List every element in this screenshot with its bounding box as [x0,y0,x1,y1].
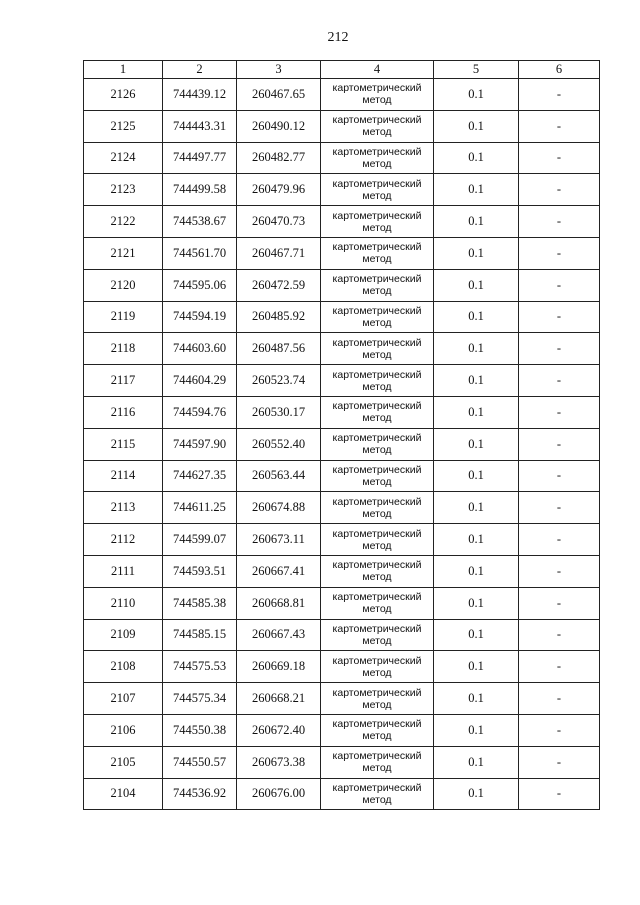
y-coordinate-cell: 260674.88 [237,492,321,524]
point-id-cell: 2115 [84,428,163,460]
point-id-cell: 2107 [84,683,163,715]
table-row [84,174,600,206]
point-id-cell: 2112 [84,524,163,556]
note-cell: - [519,746,600,778]
method-line-2: метод [362,157,392,170]
accuracy-cell: 0.1 [434,110,519,142]
point-id-cell: 2111 [84,555,163,587]
method-cell [321,651,434,683]
y-coordinate-cell: 260676.00 [237,778,321,810]
method-cell [321,460,434,492]
header-row [84,61,600,79]
method-cell [321,365,434,397]
accuracy-cell: 0.1 [434,492,519,524]
method-cell [321,619,434,651]
x-coordinate-cell: 744585.38 [163,587,237,619]
point-id-cell: 2108 [84,651,163,683]
note-cell: - [519,333,600,365]
method-cell [321,587,434,619]
table-row [84,746,600,778]
table-row [84,619,600,651]
accuracy-cell: 0.1 [434,651,519,683]
method-line-2: метод [362,571,392,584]
method-line-1: картометрический [332,495,422,508]
point-id-cell: 2118 [84,333,163,365]
note-cell: - [519,524,600,556]
note-cell: - [519,555,600,587]
note-cell: - [519,683,600,715]
x-coordinate-cell: 744599.07 [163,524,237,556]
note-cell: - [519,714,600,746]
method-line-1: картометрический [332,368,422,381]
x-coordinate-cell: 744627.35 [163,460,237,492]
method-line-1: картометрический [332,718,422,731]
x-coordinate-cell: 744595.06 [163,269,237,301]
method-cell [321,301,434,333]
point-id-cell: 2105 [84,746,163,778]
method-line-1: картометрический [332,273,422,286]
header-col-4: 4 [321,61,434,79]
y-coordinate-cell: 260482.77 [237,142,321,174]
accuracy-cell: 0.1 [434,428,519,460]
x-coordinate-cell: 744611.25 [163,492,237,524]
x-coordinate-cell: 744594.76 [163,396,237,428]
accuracy-cell: 0.1 [434,683,519,715]
y-coordinate-cell: 260669.18 [237,651,321,683]
method-line-2: метод [362,380,392,393]
method-line-2: метод [362,94,392,107]
note-cell: - [519,492,600,524]
note-cell: - [519,237,600,269]
y-coordinate-cell: 260479.96 [237,174,321,206]
table-row [84,301,600,333]
accuracy-cell: 0.1 [434,301,519,333]
method-line-2: метод [362,762,392,775]
method-line-1: картометрический [332,591,422,604]
method-line-1: картометрический [332,432,422,445]
point-id-cell: 2117 [84,365,163,397]
method-line-2: метод [362,698,392,711]
method-cell [321,714,434,746]
method-line-2: метод [362,348,392,361]
point-id-cell: 2114 [84,460,163,492]
point-id-cell: 2125 [84,110,163,142]
method-line-2: метод [362,221,392,234]
point-id-cell: 2121 [84,237,163,269]
header-col-2: 2 [163,61,237,79]
header-col-6: 6 [519,61,600,79]
method-line-1: картометрический [332,527,422,540]
accuracy-cell: 0.1 [434,269,519,301]
point-id-cell: 2123 [84,174,163,206]
point-id-cell: 2104 [84,778,163,810]
table-row [84,555,600,587]
x-coordinate-cell: 744538.67 [163,206,237,238]
y-coordinate-cell: 260563.44 [237,460,321,492]
point-id-cell: 2113 [84,492,163,524]
table-row [84,492,600,524]
method-line-1: картометрический [332,781,422,794]
x-coordinate-cell: 744443.31 [163,110,237,142]
x-coordinate-cell: 744585.15 [163,619,237,651]
method-cell [321,333,434,365]
accuracy-cell: 0.1 [434,714,519,746]
method-cell [321,206,434,238]
note-cell: - [519,651,600,683]
y-coordinate-cell: 260552.40 [237,428,321,460]
accuracy-cell: 0.1 [434,79,519,111]
y-coordinate-cell: 260668.21 [237,683,321,715]
method-line-1: картометрический [332,463,422,476]
note-cell: - [519,206,600,238]
accuracy-cell: 0.1 [434,619,519,651]
method-line-2: метод [362,412,392,425]
x-coordinate-cell: 744604.29 [163,365,237,397]
accuracy-cell: 0.1 [434,746,519,778]
method-line-1: картометрический [332,559,422,572]
x-coordinate-cell: 744594.19 [163,301,237,333]
method-line-2: метод [362,189,392,202]
method-line-2: метод [362,539,392,552]
x-coordinate-cell: 744575.53 [163,651,237,683]
method-line-2: метод [362,603,392,616]
method-line-2: метод [362,444,392,457]
x-coordinate-cell: 744536.92 [163,778,237,810]
method-line-2: метод [362,253,392,266]
header-col-3: 3 [237,61,321,79]
method-cell [321,555,434,587]
method-line-2: метод [362,793,392,806]
x-coordinate-cell: 744439.12 [163,79,237,111]
header-col-1: 1 [84,61,163,79]
x-coordinate-cell: 744575.34 [163,683,237,715]
y-coordinate-cell: 260470.73 [237,206,321,238]
point-id-cell: 2119 [84,301,163,333]
method-line-1: картометрический [332,82,422,95]
note-cell: - [519,79,600,111]
table-row [84,142,600,174]
x-coordinate-cell: 744499.58 [163,174,237,206]
note-cell: - [519,142,600,174]
method-line-2: метод [362,634,392,647]
y-coordinate-cell: 260523.74 [237,365,321,397]
method-line-2: метод [362,475,392,488]
coordinates-table [83,60,600,810]
note-cell: - [519,460,600,492]
method-cell [321,746,434,778]
method-cell [321,396,434,428]
method-cell [321,237,434,269]
method-cell [321,79,434,111]
method-line-1: картометрический [332,114,422,127]
method-line-1: картометрический [332,686,422,699]
method-line-1: картометрический [332,304,422,317]
y-coordinate-cell: 260467.65 [237,79,321,111]
accuracy-cell: 0.1 [434,142,519,174]
note-cell: - [519,587,600,619]
table-row [84,333,600,365]
table-row [84,524,600,556]
table-row [84,714,600,746]
point-id-cell: 2124 [84,142,163,174]
method-line-1: картометрический [332,209,422,222]
method-cell [321,110,434,142]
point-id-cell: 2120 [84,269,163,301]
note-cell: - [519,396,600,428]
method-cell [321,428,434,460]
x-coordinate-cell: 744603.60 [163,333,237,365]
method-cell [321,142,434,174]
y-coordinate-cell: 260485.92 [237,301,321,333]
point-id-cell: 2110 [84,587,163,619]
method-line-2: метод [362,126,392,139]
page-number: 212 [327,30,349,45]
method-cell [321,524,434,556]
note-cell: - [519,619,600,651]
point-id-cell: 2116 [84,396,163,428]
x-coordinate-cell: 744497.77 [163,142,237,174]
method-line-2: метод [362,730,392,743]
method-line-1: картометрический [332,241,422,254]
method-cell [321,778,434,810]
x-coordinate-cell: 744561.70 [163,237,237,269]
note-cell: - [519,365,600,397]
note-cell: - [519,110,600,142]
table-row [84,778,600,810]
method-line-1: картометрический [332,400,422,413]
method-line-2: метод [362,666,392,679]
method-line-2: метод [362,507,392,520]
point-id-cell: 2126 [84,79,163,111]
accuracy-cell: 0.1 [434,333,519,365]
method-line-1: картометрический [332,622,422,635]
note-cell: - [519,174,600,206]
method-cell [321,492,434,524]
table-row [84,206,600,238]
point-id-cell: 2122 [84,206,163,238]
accuracy-cell: 0.1 [434,396,519,428]
table-row [84,365,600,397]
y-coordinate-cell: 260487.56 [237,333,321,365]
note-cell: - [519,301,600,333]
table-row [84,428,600,460]
x-coordinate-cell: 744593.51 [163,555,237,587]
y-coordinate-cell: 260472.59 [237,269,321,301]
y-coordinate-cell: 260667.41 [237,555,321,587]
y-coordinate-cell: 260672.40 [237,714,321,746]
x-coordinate-cell: 744597.90 [163,428,237,460]
y-coordinate-cell: 260668.81 [237,587,321,619]
method-line-1: картометрический [332,750,422,763]
method-cell [321,269,434,301]
table-row [84,396,600,428]
method-line-2: метод [362,285,392,298]
method-line-2: метод [362,316,392,329]
y-coordinate-cell: 260467.71 [237,237,321,269]
accuracy-cell: 0.1 [434,460,519,492]
y-coordinate-cell: 260530.17 [237,396,321,428]
y-coordinate-cell: 260673.11 [237,524,321,556]
point-id-cell: 2109 [84,619,163,651]
y-coordinate-cell: 260667.43 [237,619,321,651]
x-coordinate-cell: 744550.38 [163,714,237,746]
accuracy-cell: 0.1 [434,555,519,587]
accuracy-cell: 0.1 [434,778,519,810]
method-line-1: картометрический [332,177,422,190]
accuracy-cell: 0.1 [434,237,519,269]
method-line-1: картометрический [332,654,422,667]
header-col-5: 5 [434,61,519,79]
accuracy-cell: 0.1 [434,587,519,619]
accuracy-cell: 0.1 [434,524,519,556]
table-row [84,460,600,492]
table-row [84,110,600,142]
note-cell: - [519,778,600,810]
table-row [84,651,600,683]
accuracy-cell: 0.1 [434,365,519,397]
y-coordinate-cell: 260490.12 [237,110,321,142]
accuracy-cell: 0.1 [434,174,519,206]
table-body [84,79,600,810]
table-header [84,61,600,79]
method-line-1: картометрический [332,145,422,158]
x-coordinate-cell: 744550.57 [163,746,237,778]
note-cell: - [519,269,600,301]
table-row [84,79,600,111]
method-line-1: картометрический [332,336,422,349]
table-row [84,269,600,301]
accuracy-cell: 0.1 [434,206,519,238]
point-id-cell: 2106 [84,714,163,746]
method-cell [321,683,434,715]
note-cell: - [519,428,600,460]
table-row [84,237,600,269]
method-cell [321,174,434,206]
table-row [84,587,600,619]
table-row [84,683,600,715]
y-coordinate-cell: 260673.38 [237,746,321,778]
